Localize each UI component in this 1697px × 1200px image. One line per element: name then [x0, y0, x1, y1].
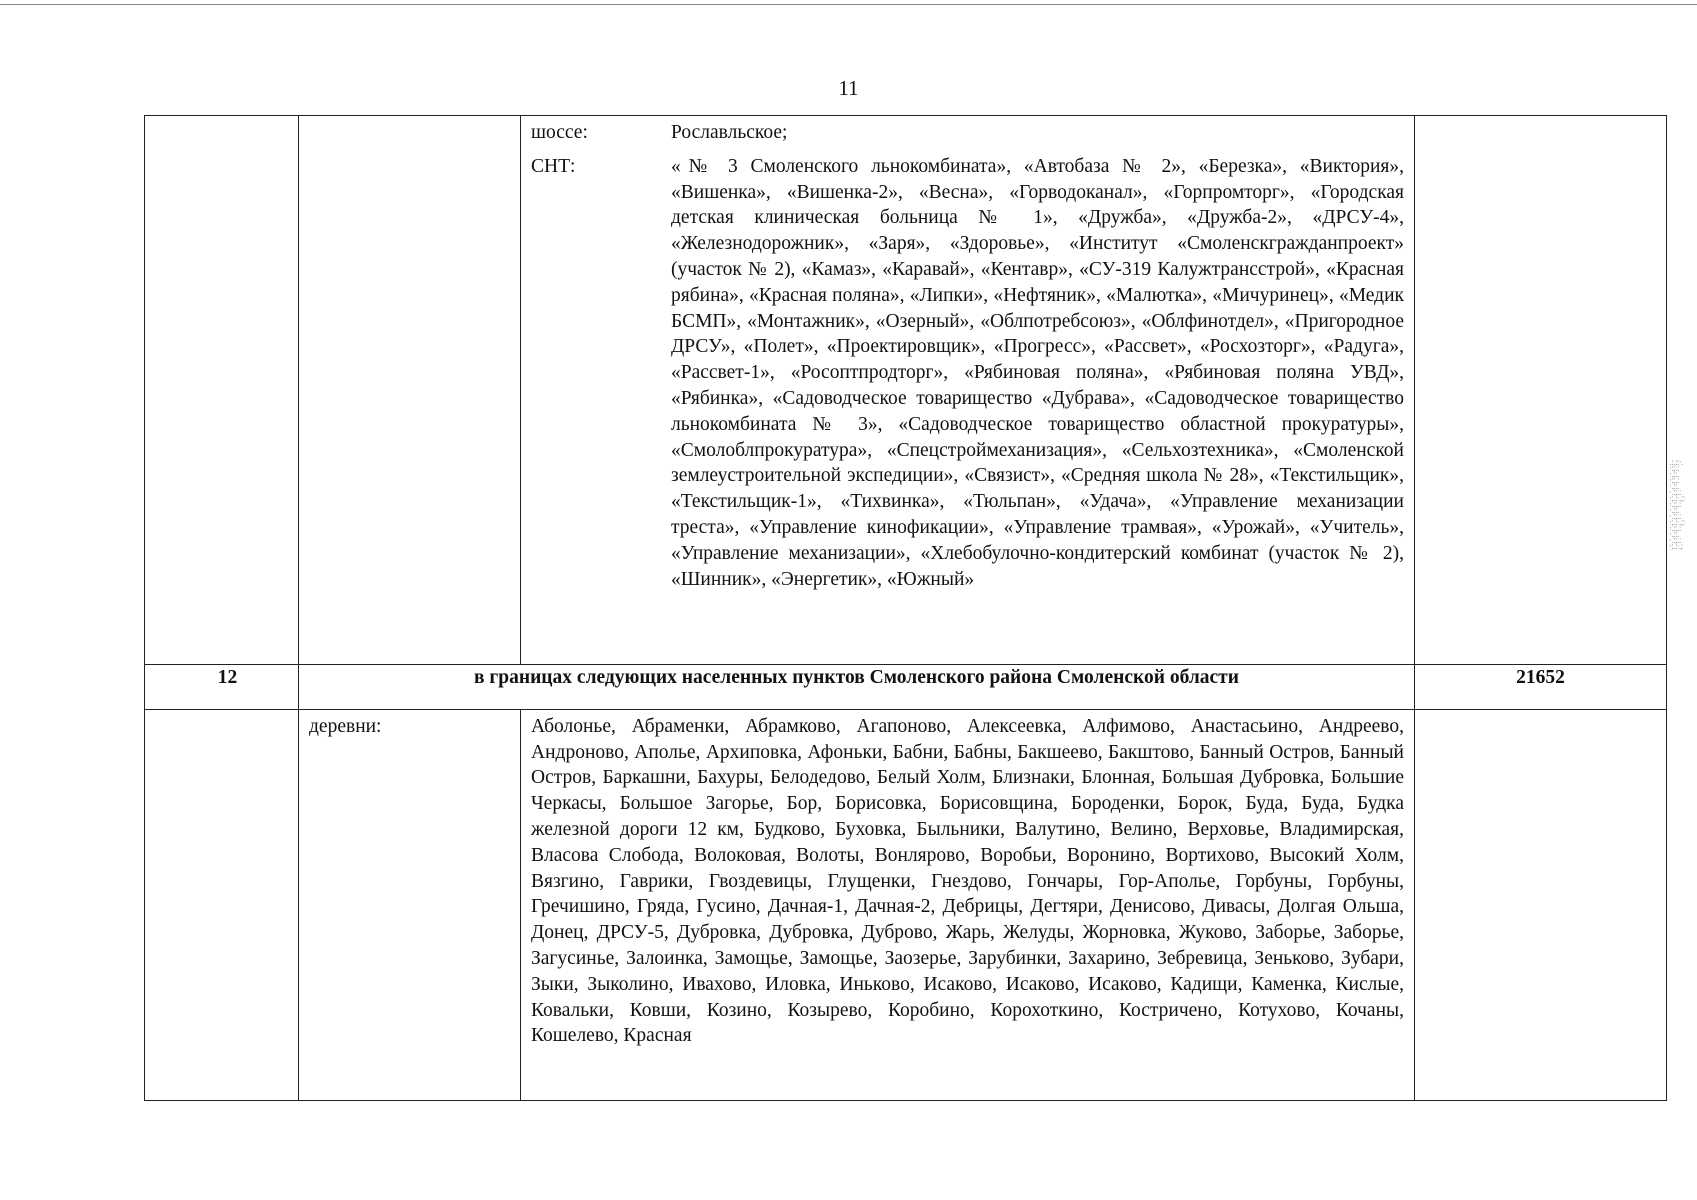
- entry-label: СНТ:: [531, 155, 576, 177]
- table-row: [145, 664, 1667, 709]
- row-title: в границах следующих населенных пунктов Смоленского района Смоленской области: [299, 664, 1415, 709]
- entry-label: шоссе:: [531, 122, 588, 143]
- row-code: 21652: [1415, 664, 1667, 709]
- entry-highway: [521, 120, 1414, 146]
- entry-snt: [521, 154, 1414, 593]
- code-cell: [1415, 116, 1667, 665]
- entries-cell: [521, 116, 1415, 665]
- settlement-list: Аболонье, Абраменки, Абрамково, Агапоново, Алексеевка, Алфимово, Анастасьино, Андреево, Андроново, Аполье, Архиповка, Афоньки, Бабни, Бабны, Бакшеево, Бакштово, Банный Остров, Банный Остров, Баркашни, Бахуры, Белодедово, Белый Холм, Близнаки, Блонная, Большая Дубровка, Большие Черкасы, Большое Загорье, Бор, Борисовка, Борисовщина, Бороденки, Борок, Буда, Буда, Будка железной дороги 12 км, Будково, Буховка, Быльники, Валутино, Велино, Верховье, Владимирская, Власова Слобода, Волоковая, Волоты, Вонлярово, Воробьи, Воронино, Вортихово, Высокий Холм, Вязгино, Гаврики, Гвоздевицы, Глущенки, Гнездово, Гончары, Гор-Аполье, Горбуны, Горбуны, Гречишино, Гряда, Гусино, Дачная-1, Дачная-2, Дебрицы, Дегтяри, Денисово, Дивасы, Долгая Ольша, Донец, ДРСУ-5, Дубровка, Дубровка, Дуброво, Жарь, Желуды, Жорновка, Жуково, Заборье, Заборье, Загусинье, Залоинка, Замощье, Замощье, Заозерье, Зарубинки, Захарино, Зебревица, Зеньково, Зубари, Зыки, Зыколино, Ивахово, Иловка, Иньково, Исаково, Исаково, Исаково, Кадищи, Каменка, Кислые, Ковальки, Ковши, Козино, Козырево, Коробино, Корохоткино, Костричено, Котухово, Кочаны, Кошелево, Красная: [521, 709, 1415, 1100]
- number-cell: [145, 116, 299, 665]
- row-number: 12: [145, 664, 299, 709]
- table-row: [145, 709, 1667, 1100]
- number-cell: [145, 709, 299, 1100]
- top-edge-line: [0, 4, 1697, 5]
- settlement-type: деревни:: [299, 709, 521, 1100]
- code-cell: [1415, 709, 1667, 1100]
- table-row: [145, 116, 1667, 665]
- territory-table: [144, 115, 1667, 1101]
- category-cell: [299, 116, 521, 665]
- scan-edge-mark: .:.;:·.·:;.:·.;:.·:;.:·.;:.·.:;.:·;.:·.;:·.:;.:·.;:.·.:;.:·;.:·.;:·.:;.:·.;:.·.:;.:·;.:·.;: [1669, 460, 1685, 552]
- entry-value: «№ 3 Смоленского льнокомбината», «Автобаза № 2», «Березка», «Виктория», «Вишенка», «Вишенка-2», «Весна», «Горводоканал», «Горпромторг», «Городская детская клиническая больница № 1», «Дружба», «Дружба-2», «ДРСУ-4», «Железнодорожник», «Заря», «Здоровье», «Институт «Смоленскгражданпроект» (участок № 2), «Камаз», «Каравай», «Кентавр», «СУ-319 Калужтрансстрой», «Красная рябина», «Красная поляна», «Липки», «Нефтяник», «Малютка», «Мичуринец», «Медик БСМП», «Монтажник», «Озерный», «Облпотребсоюз», «Облфинотдел», «Пригородное ДРСУ», «Полет», «Проектировщик», «Прогресс», «Рассвет», «Росхозторг», «Радуга», «Рассвет-1», «Росоптпродторг», «Рябиновая поляна», «Рябиновая поляна УВД», «Рябинка», «Садоводческое товарищество «Дубрава», «Садоводческое товарищество льнокомбината № 3», «Садоводческое товарищество областной прокуратуры», «Смолоблпрокуратура», «Спецстроймеханизация», «Сельхозтехника», «Смоленской землеустроительной экспедиции», «Связист», «Средняя школа № 28», «Текстильщик», «Текстильщик-1», «Тихвинка», «Тюльпан», «Удача», «Управление механизации треста», «Управление кинофикации», «Управление трамвая», «Урожай», «Учитель», «Управление механизации», «Хлебобулочно-кондитерский комбинат (участок № 2), «Шинник», «Энергетик», «Южный»: [671, 155, 1404, 590]
- entry-value: Рославльское;: [671, 122, 788, 143]
- page-number: 11: [838, 76, 859, 100]
